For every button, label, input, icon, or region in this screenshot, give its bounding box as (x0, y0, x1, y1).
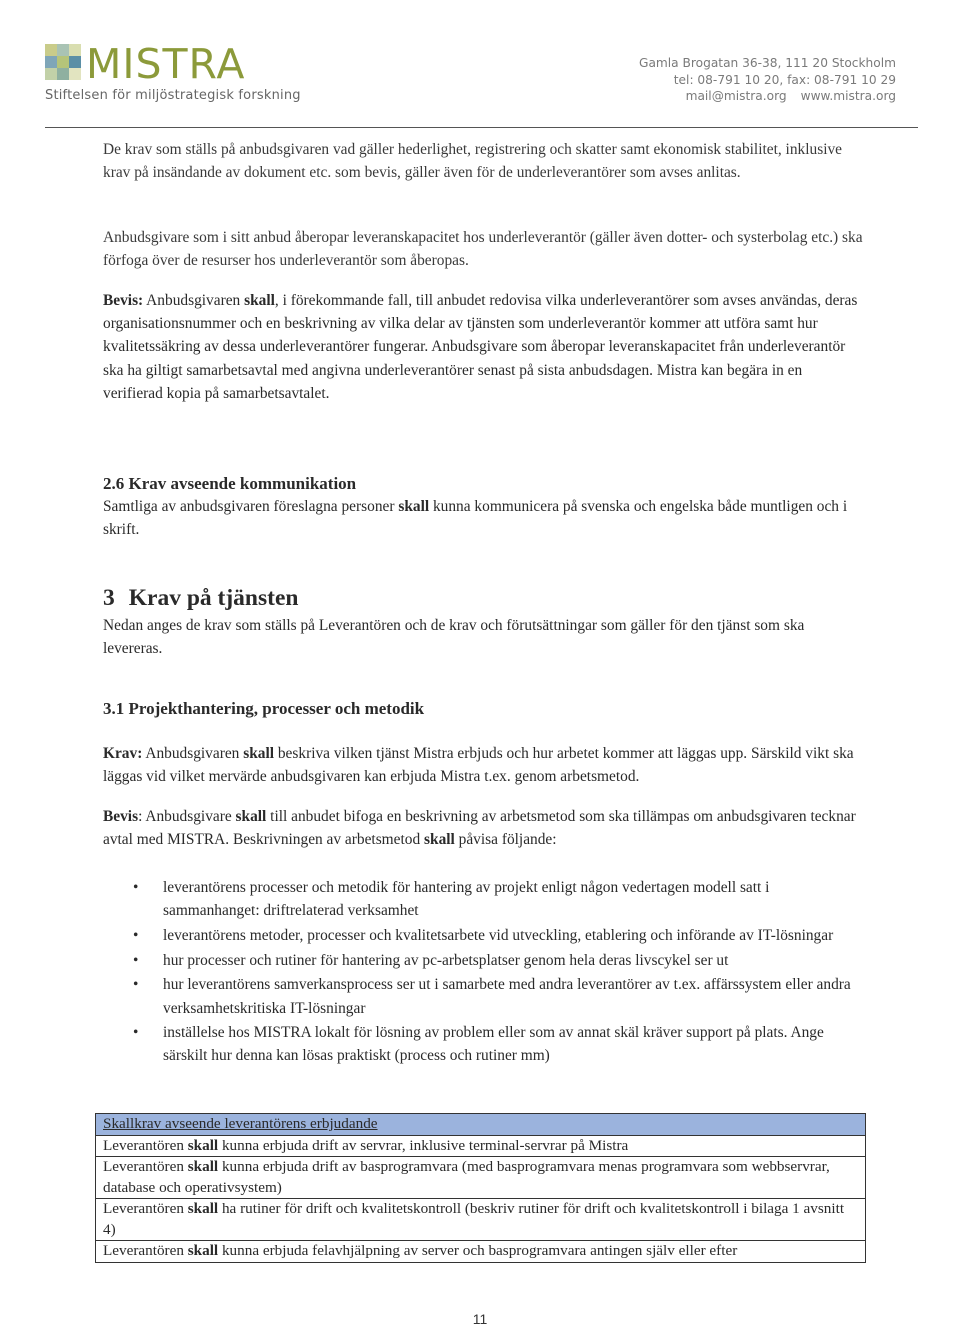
table-cell (96, 1157, 866, 1199)
logo-tile (69, 56, 81, 68)
skall-emphasis: skall (235, 808, 267, 825)
logo-wordmark: MISTRA (86, 40, 246, 88)
krav-label: Krav: (103, 745, 143, 762)
text-run: kunna erbjuda felavhjälpning av server och basprogramvara antingen själv eller efter (218, 1242, 738, 1259)
section-heading: 2.6 Krav avseende kommunikation (103, 474, 357, 493)
table-header-text: Skallkrav avseende leverantörens erbjudande (103, 1115, 378, 1132)
skall-emphasis: skall (424, 831, 455, 849)
logo-tile (57, 56, 69, 68)
section-3-1 (103, 697, 863, 720)
bullet-icon: • (133, 951, 139, 969)
bullet-icon: • (133, 879, 139, 896)
table-row (96, 1135, 866, 1157)
text-run: Anbudsgivaren (142, 745, 244, 762)
contact-block (639, 55, 896, 105)
requirements-table (95, 1113, 866, 1263)
address-line: Gamla Brogatan 36-38, 111 20 Stockholm (639, 56, 896, 70)
section-2-6 (103, 472, 863, 542)
text-run: ha rutiner för drift och kvalitetskontroll (beskriv rutiner för drift och kvalitetskontroll i bilaga 1 avsnitt 4) (103, 1200, 845, 1238)
skall-emphasis: skall (187, 1200, 219, 1217)
list-item (103, 973, 863, 1019)
text-run: , i förekommande fall, till anbudet redovisa vilka underleverantörer som avses användas, deras organisationsnummer och en beskrivning av vilka delar av tjänsten som underleverantör kommer att utföra samt hur kvalitetssäkring av dessa underleverantörer fungerar. Anbudsgivare som åberopar leveranskapacitet från underleverantör ska ha giltigt samarbetsavtal med angivna underleverantörer senast på sista anbudsdagen. Mistra kan begära in en verifierad kopia på samarbetsavtalet. (103, 292, 858, 402)
section-3 (103, 584, 863, 660)
text-run: Anbudsgivaren (143, 292, 245, 309)
text-run: kunna kommunicera på svenska och engelska både muntligen och i skrift. (103, 498, 848, 539)
text-run: Leverantören (103, 1200, 188, 1217)
table-row (96, 1241, 866, 1263)
bevis-label: Bevis (103, 808, 139, 825)
logo-tile (57, 44, 69, 56)
section-text (103, 742, 863, 788)
table-header-row (96, 1114, 866, 1136)
logo-tile (69, 68, 81, 80)
text-run: beskriva vilken tjänst Mistra erbjuds och hur arbetet kommer att läggas upp. Särskild vikt ska läggas vid vilket mervärde anbudsgivaren kan erbjuda Mistra t.ex. genom arbetsmetod. (103, 745, 854, 786)
text-run: Samtliga av anbudsgivaren föreslagna personer (103, 498, 399, 516)
skall-emphasis: skall (187, 1158, 219, 1175)
email-web-line (639, 88, 896, 105)
list-item (103, 949, 863, 972)
logo-tile (57, 68, 69, 80)
bevis-label: Bevis: (103, 292, 144, 309)
chapter-number: 3 (103, 585, 115, 611)
bullet-icon: • (133, 926, 139, 944)
logo-tile (45, 56, 57, 68)
logo-tile (45, 44, 57, 56)
logo-tile (45, 68, 57, 80)
list-item-text: hur processer och rutiner för hantering av pc-arbetsplatser genom hela deras livscykel ser ut (163, 951, 729, 969)
paragraph-text: De krav som ställs på anbudsgivaren vad gäller hederlighet, registrering och skatter samt ekonomisk stabilitet, inklusive krav på insändande av dokument etc. som bevis, gäller även för de underleverantörer som avses anlitas. (103, 141, 842, 182)
table-cell (96, 1241, 866, 1263)
table-cell (96, 1199, 866, 1241)
table-row (96, 1157, 866, 1199)
section-text: Nedan anges de krav som ställs på Leverantören och de krav och förutsättningar som gäller för den tjänst som ska levereras. (103, 617, 805, 658)
krav-paragraph (103, 742, 863, 788)
requirements-bullet-list (103, 876, 863, 1069)
chapter-heading (103, 584, 863, 612)
text-run: påvisa följande: (454, 831, 557, 849)
text-run: Leverantören (103, 1242, 188, 1259)
skall-emphasis: skall (244, 292, 275, 309)
list-item-text: leverantörens metoder, processer och kvalitetsarbete vid utveckling, etablering och införande av IT-lösningar (163, 926, 834, 944)
header-divider (45, 127, 918, 128)
paragraph-text: Anbudsgivare som i sitt anbud åberopar leveranskapacitet hos underleverantör (gäller även dotter- och systerbolag etc.) ska förfoga över de resurser hos underleverantör som åberopas. (103, 229, 863, 270)
paragraph-subcontractor-requirements (103, 138, 863, 184)
section-text (103, 495, 863, 541)
list-item-text: leverantörens processer och metodik för hantering av projekt enligt någon vedertagen modell satt i sammanhanget: driftrelaterad verksamhet (163, 879, 770, 920)
section-text (103, 805, 863, 851)
list-item-text: hur leverantörens samverkansprocess ser ut i samarbete med andra leverantörer av t.ex. affärssystem eller andra verksamhetskritiska IT-lösningar (163, 976, 851, 1017)
logo-tile (69, 44, 81, 56)
bevis-paragraph (103, 805, 863, 851)
chapter-title: Krav på tjänsten (128, 585, 299, 611)
text-run: Leverantören (103, 1136, 188, 1154)
paragraph-evidence (103, 289, 863, 405)
skall-emphasis: skall (398, 498, 430, 516)
text-run: till anbudet bifoga en beskrivning av arbetsmetod som ska tillämpas om anbudsgivaren tecknar avtal med MISTRA. Beskrivningen av arbetsmetod (103, 808, 856, 849)
website-link[interactable]: www.mistra.org (800, 89, 896, 103)
table-cell (96, 1135, 866, 1157)
email-link[interactable]: mail@mistra.org (685, 89, 787, 103)
bullet-icon: • (133, 976, 139, 994)
bullet-list (103, 876, 863, 1068)
list-item (103, 924, 863, 947)
text-run: kunna erbjuda drift av basprogramvara (med basprogramvara menas programvara som webbservrar, database och operativsystem) (103, 1158, 830, 1196)
list-item-text: inställelse hos MISTRA lokalt för lösning av problem eller som av annat skäl kräver support på plats. Ange särskilt hur denna kan lösas praktiskt (process och rutiner mm) (163, 1024, 824, 1065)
text-run: Leverantören (103, 1158, 188, 1175)
page-number: 11 (472, 1311, 488, 1327)
paragraph-text (103, 289, 863, 405)
table-row (96, 1199, 866, 1241)
skall-emphasis: skall (187, 1242, 219, 1259)
table-header-cell (96, 1114, 866, 1136)
list-item (103, 1021, 863, 1067)
text-run: : Anbudsgivare (138, 808, 236, 825)
logo-subtitle: Stiftelsen för miljöstrategisk forskning (45, 88, 301, 103)
list-item (103, 876, 863, 922)
text-run: kunna erbjuda drift av servrar, inklusive terminal-servrar på Mistra (218, 1136, 629, 1154)
logo-mark (45, 44, 81, 80)
bullet-icon: • (133, 1024, 139, 1042)
paragraph-capacity (103, 226, 863, 272)
skall-emphasis: skall (243, 745, 275, 762)
section-heading: 3.1 Projekthantering, processer och metodik (103, 699, 425, 718)
phone-fax-line: tel: 08-791 10 20, fax: 08-791 10 29 (673, 72, 896, 87)
skall-emphasis: skall (187, 1136, 219, 1154)
